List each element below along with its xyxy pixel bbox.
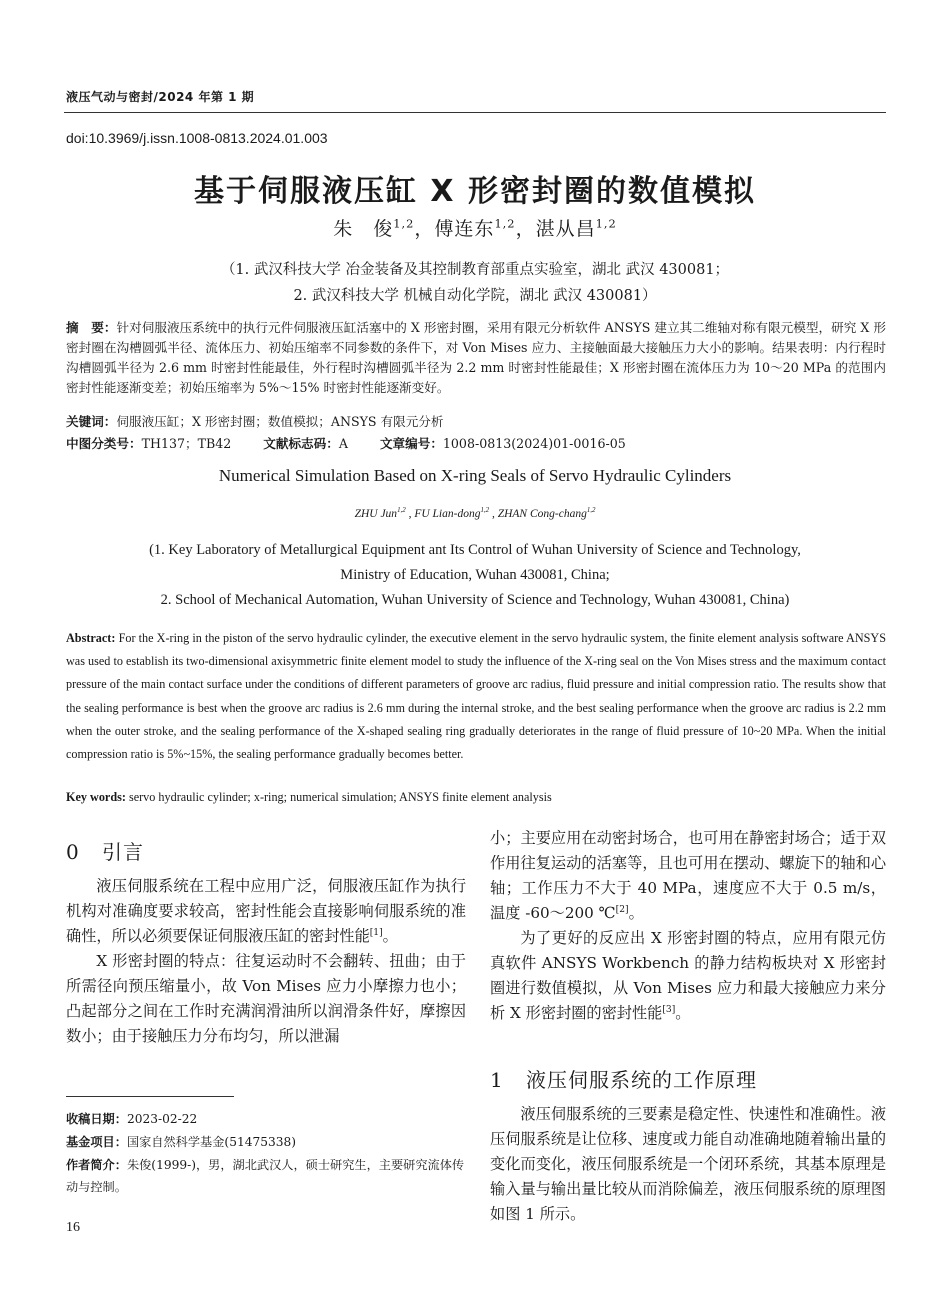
section-1-body [490, 1102, 886, 1227]
paragraph: X 形密封圈的特点：往复运动时不会翻转、扭曲；由于所需径向预压缩量小，故 Von Mises 应力小摩擦力也小；凸起部分之间在工作时充满润滑油所以润滑条件好，摩擦因数小；由于接触压力分布均匀，所以泄漏 [66, 952, 466, 1045]
author-name-en: ZHAN Cong-chang [497, 508, 587, 520]
keywords-cn [66, 411, 444, 430]
affiliation-cn-2: 2. 武汉科技大学 机械自动化学院，湖北 武汉 430081） [293, 288, 657, 304]
clc-label: 中图分类号： [66, 436, 142, 451]
section-title: 引言 [102, 840, 144, 864]
article-number-value: 1008-0813(2024)01-0016-05 [442, 436, 626, 451]
author-name: 湛从昌 [535, 218, 596, 240]
paragraph-text: 为了更好的反应出 X 形密封圈的特点，应用有限元仿真软件 ANSYS Workbench 的静力结构板块对 X 形密封圈进行数值模拟，从 Von Mises 应力和最大接触应力来分析 X 形密封圈的密封性能 [490, 929, 886, 1022]
keywords-cn-label: 关键词： [66, 414, 117, 429]
author-sup: 1,2 [494, 216, 516, 231]
author-separator: ， [414, 218, 435, 240]
paragraph: 液压伺服系统的三要素是稳定性、快速性和准确性。液压伺服系统是让位移、速度或力能自动准确地随着输出量的变化而变化，液压伺服系统是一个闭环系统，其基本原理是输入量与输出量比较从而消除偏差，液压伺服系统的原理图如图 1 所示。 [490, 1105, 886, 1223]
paragraph-end: 。 [628, 904, 644, 922]
keywords-cn-text: 伺服液压缸；X 形密封圈；数值模拟；ANSYS 有限元分析 [116, 414, 444, 429]
right-column [490, 826, 886, 1026]
author-sup: 1,2 [397, 507, 406, 515]
bio-text: 朱俊(1999-)，男，湖北武汉人，硕士研究生，主要研究流体传动与控制。 [66, 1158, 465, 1194]
citation[interactable]: [1] [369, 927, 383, 938]
left-column [66, 874, 466, 1049]
author-sup: 1,2 [595, 216, 617, 231]
keywords-en [66, 790, 552, 805]
footnote-fund [66, 1131, 466, 1153]
page-number: 16 [66, 1220, 80, 1235]
abstract-cn-label: 摘 要： [66, 320, 117, 335]
clc-value: TH137；TB42 [141, 436, 232, 451]
section-number: 1 [490, 1068, 504, 1092]
footnote-rule [66, 1096, 234, 1097]
title-en: Numerical Simulation Based on X-ring Seals of Servo Hydraulic Cylinders [218, 466, 732, 485]
citation[interactable]: [3] [662, 1004, 676, 1015]
author-name-en: ZHU Jun [354, 508, 398, 520]
fund-text: 国家自然科学基金(51475338) [126, 1135, 296, 1149]
footnote-bio [66, 1154, 466, 1198]
paragraph [490, 826, 886, 926]
abstract-cn [66, 318, 886, 398]
title-cn: 基于伺服液压缸 X 形密封圈的数值模拟 [193, 174, 757, 209]
abstract-en-label: Abstract: [66, 631, 116, 645]
citation[interactable]: [2] [615, 904, 629, 915]
abstract-cn-text: 针对伺服液压系统中的执行元件伺服液压缸活塞中的 X 形密封圈，采用有限元分析软件 ANSYS 建立其二维轴对称有限元模型，研究 X 形密封圈在沟槽圆弧半径、流体压力、初始压缩率不同参数的条件下，对 Von Mises 应力、主接触面最大接触压力大小的影响。结果表明：内行程时沟槽圆弧半径为 2.6 mm 时密封性能最佳，外行程时沟槽圆弧半径为 2.2 mm 时密封性能最佳；X 形密封圈在流体压力为 10～20 MPa 的范围内密封性能逐渐变差；初始压缩率为 5%～15% 时密封性能逐渐变好。 [66, 320, 886, 395]
paragraph [66, 874, 466, 949]
authors-cn [0, 214, 950, 241]
keywords-en-label: Key words: [66, 790, 126, 804]
abstract-en [66, 627, 886, 766]
paragraph-text: 液压伺服系统在工程中应用广泛，伺服液压缸作为执行机构对准确度要求较高，密封性能会直接影响伺服系统的准确性，所以必须要保证伺服液压缸的密封性能 [66, 877, 466, 945]
affiliation-en-1: (1. Key Laboratory of Metallurgical Equipment ant Its Control of Wuhan University of Science and Technology, [149, 542, 801, 558]
author-name: 傅连东 [434, 218, 495, 240]
author-sup: 1,2 [586, 507, 596, 515]
abstract-en-text: For the X-ring in the piston of the servo hydraulic cylinder, the executive element in the servo hydraulic system, the finite element analysis software ANSYS was used to establish its two-dimensional axisymmetric finite element model to study the influence of the X-ring seal on the Von Mises stress and the maximum contact pressure of the main contact surface under the conditions of different parameters of groove arc radius, fluid pressure and initial compression ratio. The results show that the sealing performance is best when the groove arc radius is 2.6 mm during the internal stroke, and the best sealing performance when the groove arc radius is 2.2 mm when the outer stroke, and the sealing performance of the X-shaped sealing ring gradually deteriorates in the range of fluid pressure of 10~20 MPa. When the initial compression ratio is 5%~15%, the sealing performance gradually becomes better. [66, 631, 887, 762]
paragraph-text: 小；主要应用在动密封场合，也可用在静密封场合；适于双作用往复运动的活塞等，且也可用在摆动、螺旋下的轴和心轴；工作压力不大于 40 MPa，速度应不大于 0.5 m/s，温度 -60～200 ℃ [490, 829, 886, 922]
bio-label: 作者简介： [66, 1158, 127, 1172]
paragraph-end: 。 [382, 927, 398, 945]
received-date: 2023-02-22 [126, 1112, 198, 1126]
doc-code-label: 文献标志码： [263, 436, 339, 451]
paragraph [490, 926, 886, 1026]
header-rule [64, 112, 886, 113]
footnote-received [66, 1108, 466, 1130]
affiliation-en-3: 2. School of Mechanical Automation, Wuhan University of Science and Technology, Wuhan 430081, China) [160, 592, 790, 608]
affiliation-cn-1: （1. 武汉科技大学 冶金装备及其控制教育部重点实验室，湖北 武汉 430081； [220, 262, 730, 278]
author-sup: 1,2 [480, 507, 490, 515]
author-separator: , [489, 508, 498, 520]
section-0-heading [66, 836, 144, 865]
doi[interactable]: doi:10.3969/j.issn.1008-0813.2024.01.003 [66, 130, 328, 146]
paragraph-end: 。 [675, 1004, 691, 1022]
authors-en [0, 508, 950, 520]
section-number: 0 [66, 840, 80, 864]
doc-code-value: A [338, 436, 348, 451]
keywords-en-text: servo hydraulic cylinder; x-ring; numerical simulation; ANSYS finite element analysis [128, 790, 552, 804]
affiliation-en-2: Ministry of Education, Wuhan 430081, China; [340, 567, 610, 583]
article-number-label: 文章编号： [379, 436, 443, 451]
classification-row [66, 433, 626, 452]
author-separator: , [405, 508, 415, 520]
section-title: 液压伺服系统的工作原理 [526, 1068, 757, 1092]
author-sup: 1,2 [393, 216, 415, 231]
fund-label: 基金项目： [66, 1135, 127, 1149]
author-name: 朱 俊 [333, 218, 394, 240]
author-separator: ， [515, 218, 536, 240]
author-name-en: FU Lian-dong [414, 508, 481, 520]
section-1-heading [490, 1064, 757, 1093]
received-label: 收稿日期： [66, 1112, 127, 1126]
journal-header: 液压气动与密封/2024 年第 1 期 [66, 90, 255, 104]
